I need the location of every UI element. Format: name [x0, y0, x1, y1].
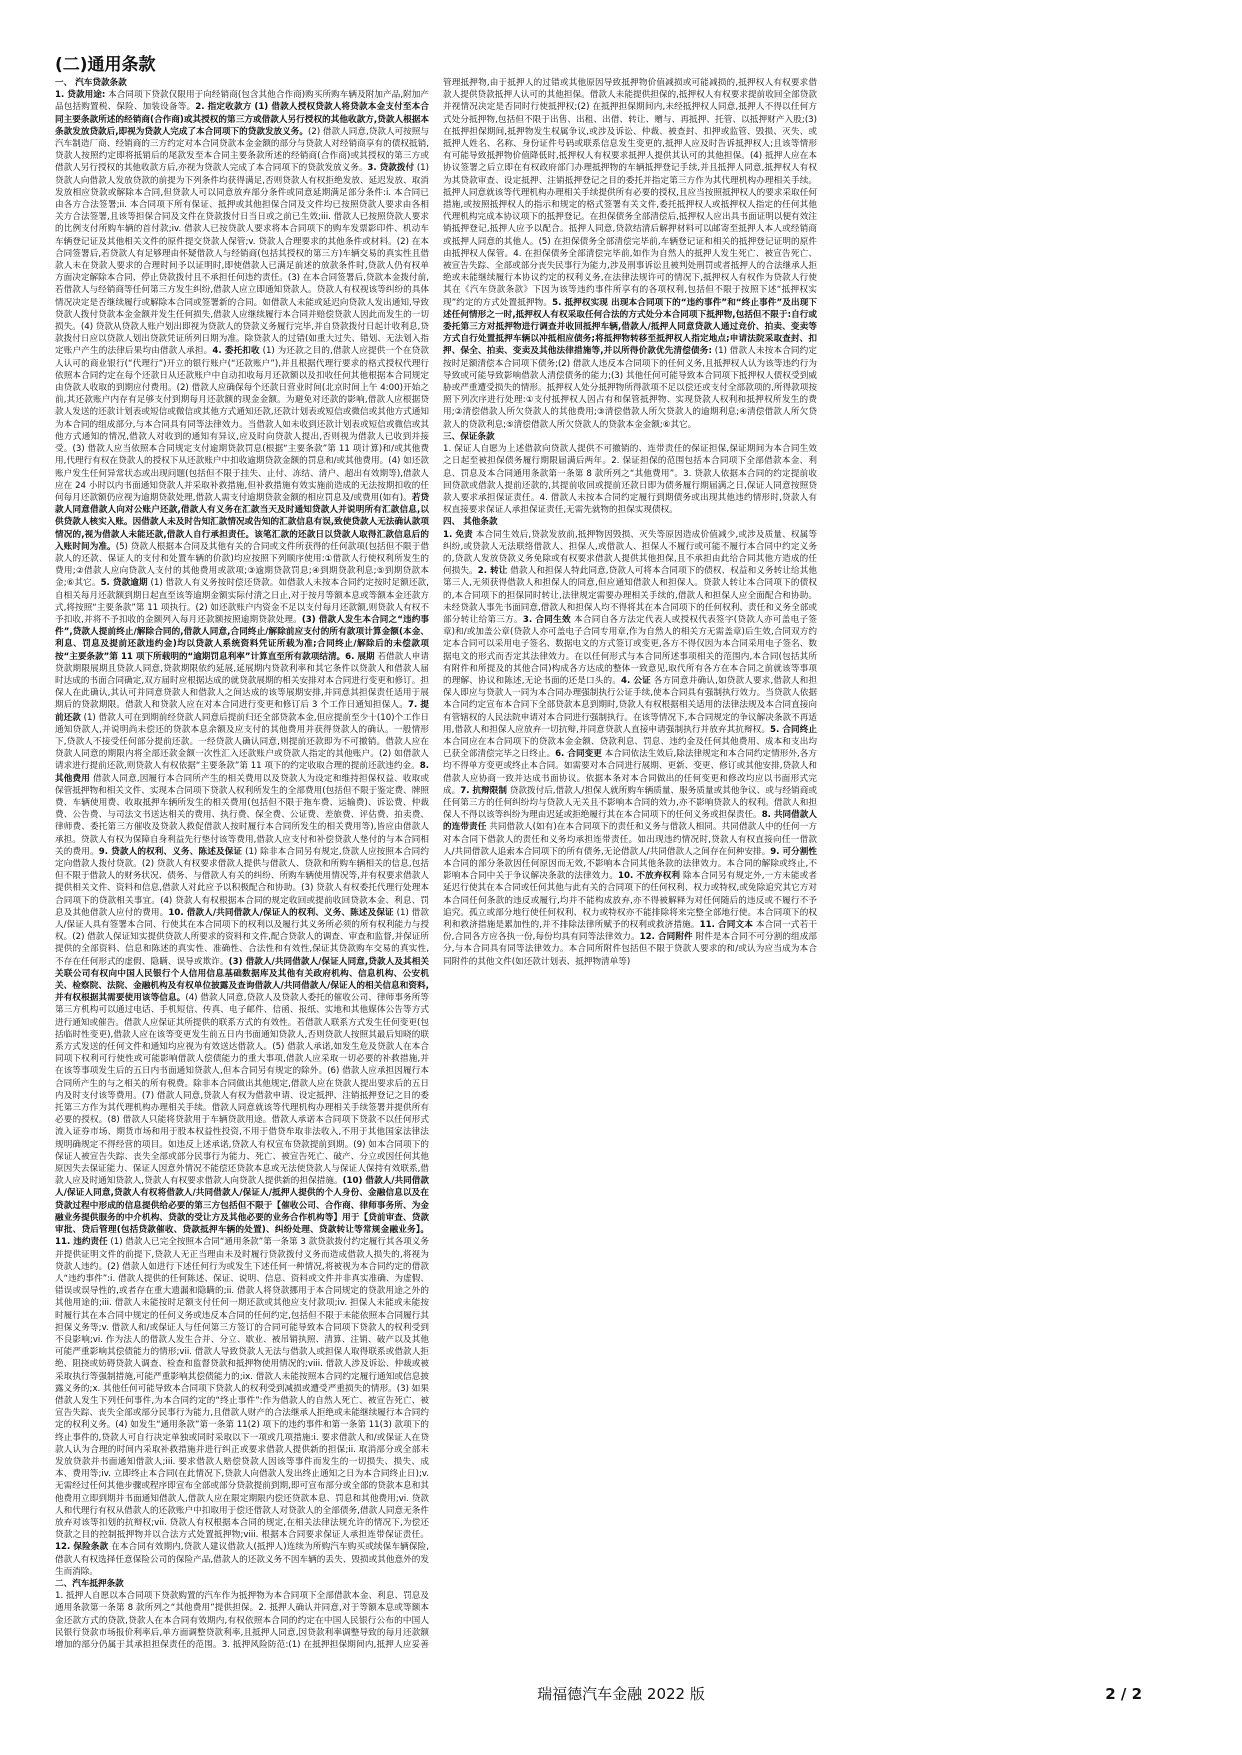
section-heading: 一、 汽车贷款条款: [55, 78, 127, 88]
clause-text: 本合同自各方法定代表人或授权代表签字(贷款人亦可盖电子签章)和/或加盖公章(贷款人亦可盖电子合同专用章,作为自然人的相关方无需盖章)后生效,合同双方约定本合同可以采用电子签名、数据电文的方式签订或变更,各方不得仅因为本合同采用电子签名、数据电文的形式而否定其法律效力。在以任何形式与本合同所述事项相关的范围内,本合同(包括其所有附件和所提及的其他合同)构成各方达成的整体一致意见,取代所有各方在本合同之前就该等事项的理解、协议和陈述,无论书面的还是口头的。: [443, 614, 817, 686]
clause-text: 本合同一式若干份,合同各方应各执一份,每份均具有同等法律效力。: [443, 920, 817, 943]
clause-bold-text: 1. 贷款用途:: [55, 90, 106, 101]
clause-text: 贷款拨付后,借款人/担保人就所购车辆质量、服务质量或其他争议、或与经销商或任何第三方的任何纠纷均与贷款人无关且不影响本合同的效力,亦不影响贷款人的权利。借款人和担保人不得以该等纠纷为理由迟延或拒绝履行其在本合同项下的任何义务或担保责任。: [443, 785, 817, 821]
section-heading: 三、保证条款: [443, 431, 495, 442]
clause-bold-text: 4. 委托扣收: [212, 346, 260, 357]
clause-bold-text: 1. 免责: [443, 529, 473, 540]
clause-text: 各方同意并确认,如贷款人要求,借款人和担保人即应与贷款人一同为本合同办理强制执行公证手续,使本合同具有强制执行效力。当贷款人依据本合同约定宣布本合同下全部贷款本息到期时,贷款人有权根据相关适用的法律法规及本合同直接向有管辖权的人民法院申请对本合同进行强制执行。在该等情况下,本合同规定的争议解决条款不再适用,借款人和担保人应放弃一切抗辩,并同意贷款人直接申请强制执行并放弃其抗辩权。: [443, 675, 817, 735]
footer-company: 瑞福德汽车金融 2022 版: [537, 1685, 705, 1703]
clause-bold-text: 2. 转让: [477, 566, 508, 577]
clause-bold-text: 3. 合同生效: [522, 614, 571, 625]
clause-text: (1) 为还款之目的,借款人应提供一个在贷款人认可的商业银行(“代理行”)开立的银行账户(“还款账户”),并且根据代理行要求的格式授权代理行依照本合同约定在每个还款日从还款账户中自动扣收每月还款额以及扣收任何其他根据本合同规定由贷款人收取的到期应付费用。(2) 借款人应确保每个还款日营业时间(北京时间上午 4:00)开始之前,其还款账户内存有足够支付到期每月还款额的现金金额。为避免对还款的影响,借款人应根据贷款人发送的还款计划表或短信或微信或其他方式通知还款,还款计划表或短信或微信或其他方式通知为本合同的组成部分,与本合同具有同等法律效力。当借款人如未收到还款计划表或短信或微信或其他方式通知的情况,借款人对收到的通知有异议,应及时向贷款人提出,否则视为借款人已收到并接受。(3) 借款人应当依照本合同规定支付逾期贷款罚息(根据“主要条款”第 11 项计算)和/或其他费用,代理行有权在贷款人的授权下从还款账户中扣收逾期贷款金额的罚息和/或其他费用。(4) 如还款账户发生任何异常状态或出现问题(包括但不限于挂失、止付、冻结、清户、超出有效期等),借款人应在 24 小时以内书面通知贷款人并采取补救措施,但补救措施有效实施前造成的无法按期扣收的任何每月还款额仍应视为逾期贷款处理,借款人需支付逾期贷款金额的相应罚息及/或费用(如有)。: [55, 346, 429, 503]
clause-text: (1) 借款人可在到期前经贷款人同意后提前归还全部贷款本金,但应提前至少十(10)个工作日通知贷款人,并说明尚未偿还的贷款本息余额及应支付的其他费用并获得贷款人的确认。一般情形下,贷款人不接受任何部分提前还款。一经贷款人确认同意,则提前还款即为不可撤销。借款人应在贷款人同意的期限内将全部还款金额一次性汇入还款账户或贷款人指定的其他账户。(2) 如借款人请求进行提前还款,则贷款人有权依据“主要条款”第 11 项下的约定收取合理的提前还款违约金。: [55, 712, 429, 772]
clause-bold-text: 9. 贷款人的权利、义务、陈述及保证: [98, 846, 243, 857]
clause-bold-text: 5. 贷款逾期: [100, 578, 148, 589]
clause-bold-text: 12. 合同附件: [639, 932, 693, 943]
clause-text: (2) 借款人同意,贷款人可按照与汽车制造厂商、经销商的三方约定对本合同贷款本金金额的部分与贷款人对经销商享有的债权抵销,贷款人按照约定即将抵销后的尾款发至本合同主要条款所述的经销商(合作商)或其授权的第三方或借款人另行授权的其他收款方后,亦视为贷款人完成了本合同项下的贷款发放义务。: [55, 126, 429, 174]
clause-bold-text: 6. 合同变更: [555, 749, 602, 760]
clause-bold-text: (3) 借款人发生本合同之“违约事件”,贷款人提前终止/解除合同的,借款人同意,合同终止/解除前应支付的所有款项计算金额(本金、利息、罚息及提前还款违约金)均以贷款人系统资料凭证所载为准;合同终止/解除后的未偿款项按“主要条款”第 11 项下所载明的“逾期罚息利率”计算直至所有款项结清。: [55, 614, 430, 662]
clause-bold-text: (10) 借款人/共同借款人/保证人同意,贷款人有权将借款人/共同借款人/保证人/抵押人提供的个人身份、金融信息以及在贷款过程中形成的信息提供给必要的第三方包括但不限于【催收公司、合作商、律师事务所、为金融业务提供服务的中介机构、贷款的受让方及其他必要的业务合作机构等】用于【贷前审查、贷款审批、贷后管理(包括贷款催收、贷款抵押车辆的处置)、纠纷处理、贷款转让等常规金融业务】。: [55, 1176, 429, 1236]
clause-text: 本合同项下贷款仅限用于向经销商(包含其他合作商)购买所购车辆及附加产品,附加产品包括购置税、保险、加装设备等。: [55, 90, 429, 113]
clause-text: (1)贷款人向借款人发放贷款的前提为下列条件均获得满足,否则贷款人有权拒绝发放、延迟发放、取消发放相应贷款或解除本合同,但贷款人可以同意放弃部分条件或同意延期满足部分条件:i. 本合同已由各方合法签署;ii. 本合同项下所有保证、抵押或其他担保合同及文件均已按照贷款人要求由各相关方合法签署,且该等担保合同及文件在贷款拨付日当日或之前已生效;iii. 借款人已按照贷款人要求的比例支付所购车辆的首付款;iv. 借款人已按贷款人要求将本合同项下的购车发票影印件、机动车车辆登记证及其他相关文件的原件提交贷款人保管;v. 贷款人合理要求的其他条件或材料。(2) 在本合同签署后,若贷款人有足够理由怀疑借款人与经销商(包括其授权的第三方)车辆交易的真实性且借款人未在贷款人要求的合理时间予以证明时,即使借款人已满足前述的放款条件时,贷款人仍有权单方面决定解除本合同、停止贷款拨付且不承担任何违约责任。(3) 在本合同签署后,贷款本金拨付前,若借款人与经销商等任何第三方发生纠纷,借款人应立即通知贷款人。贷款人有权视该等纠纷的具体情况决定是否继续履行或解除本合同或签署新的合同。如借款人未能或延迟向贷款人发出通知,导致贷款人拨付贷款本金金额并发生任何损失,借款人应继续履行本合同并赔偿贷款人因此而发生的一切损失。(4) 贷款从贷款人账户划出即视为贷款人的贷款义务履行完毕,并自贷款拨付日起计收利息,贷款拨付日应以贷款人划出贷款凭证所列日期为准。除贷款人的过错(如重大过失、错划、无法划入指定账户产生的法律后果均由借款人承担。: [55, 163, 429, 357]
clause-bold-text: 若贷款人同意借款人向对公账户还款,借款人有义务在汇款当天及时通知贷款人并说明所有汇款信息,以供贷款人核实入账。因借款人未及时告知汇款情况或告知的汇款信息有误,致使贷款人无法确认款项情况的,视为借款人未能还款,借款人自行承担责任。该笔汇款的还款日以贷款人取得汇款信息后的入账时间为准。: [55, 492, 429, 552]
clause-paragraph: [55, 89, 429, 1578]
clause-text: 1. 保证人自愿为上述借款向贷款人提供不可撤销的、连带责任的保证担保,保证期间为本合同生效之日起至被担保债务履行期限届满后两年。2. 保证担保的范围包括本合同项下全部借款本金、利息、罚息及本合同通用条款第一条第 8 款所列之“其他费用”。3. 贷款人依据本合同的约定提前收回贷款或借款人提前还款的,其提前收回或提前还款日即为债务履行期届满之日,保证人同意按照贷款人要求承担保证责任。4. 借款人未按本合同约定履行到期债务或出现其他违约情形时,贷款人有权直接要求保证人承担保证责任,无需先就物的担保实现债权。: [443, 444, 817, 516]
clause-bold-text: 5. 抵押权实现 出现本合同项下的“违约事件”和“终止事件”及出现下述任何情形之一时,抵押权人有权采取任何合法的方式处分本合同项下抵押物,包括但不限于:自行或委托第三方对抵押物进行调查并收回抵押车辆,借款人/抵押人同意贷款人通过竞价、拍卖、变卖等方式自行处置抵押车辆以冲抵相应债务;将抵押物转移至抵押权人指定地点;申请法院采取查封、扣押、保全、拍卖、变卖及其他法律措施等,并以所得价款优先清偿债务:: [443, 297, 818, 357]
clause-bold-text: 11. 违约责任: [55, 1237, 108, 1248]
clause-text: 若借款人申请贷款期限展期且贷款人同意,贷款期限依约延展,延展期内贷款利率和其它条件以贷款人和借款人届时达成的书面合同确定,双方届时应根据达成的就贷款展期的相关安排对本合同进行变更和修订。担保人在此确认,其认可并同意贷款人和借款人之间达成的该等展期安排,并同意其担保责任适用于展期后的贷款期限。借款人和贷款人应在对本合同进行变更和修订后 3 个工作日通知担保人。: [55, 651, 429, 711]
clause-text: 借款人同意,因履行本合同所产生的相关费用以及贷款人为设定和维持担保权益、收取或保管抵押物和相关文件、实现本合同项下贷款人权利所发生的全部费用(包括但不限于鉴定费、牌照费、车辆使用费、收取抵押车辆所发生的相关费用(包括但不限于拖车费、运输费)、诉讼费、仲裁费、公告费、与司法文书送达相关的费用、执行费、保全费、公证费、差旅费、评估费、拍卖费、律师费、委托第三方催收及贷款人救促借款人按时履行本合同所发生的相关费用等),皆应由借款人承担。贷款人有权为保障自身利益先行垫付该等费用,借款人应支付和补偿贷款人垫付的与本合同相关的费用。: [55, 773, 429, 857]
clause-text: 本合同依法生效后,除法律规定和本合同约定情形外,各方均不得单方变更或终止本合同。如需要对本合同进行展期、更新、变更、修订或其他安排,贷款人和借款人应协商一致并达成书面协议。依据本条对本合同做出的任何变更和修改均应以书面形式完成。: [443, 749, 817, 796]
footer-page-number: 2 / 2: [1105, 1685, 1142, 1703]
clause-text: (4) 借款人同意,贷款人及贷款人委托的催收公司、律师事务所等第三方机构可以通过电话、手机短信、传真、电子邮件、信函、报纸、实地和其他媒体公告等方式进行通知或催告。借款人应保证其所提供的联系方式的有效性。若借款人联系方式发生任何变更(包括临时性变更),借款人应在该等变更发生前五日内书面通知贷款人,否则贷款人按照其最后知晓的联系方式发送的任何文件和通知均应视为有效送达借款人。(5) 借款人承诺,如发生危及贷款人在本合同项下权利可行使性或可能影响借款人偿债能力的重大事项,借款人应采取一切必要的补救措施,并在该等事项发生后的五日内书面通知贷款人,但本合同另有规定的除外。(6) 借款人应承担因履行本合同所产生的与之相关的所有税费。除非本合同做出其他规定,借款人应在贷款人提出要求后的五日内及时支付该等费用。(7) 借款人同意,贷款人有权为借款申请、设定抵押、注销抵押登记之目的委托第三方作为其代理机构办理相关手续。借款人同意就该等代理机构办理相关手续签署并提供所有必要的授权。(8) 借款人只能将贷款用于车辆贷款用途。借款人承诺本合同项下贷款不以任何形式流入证券市场、期货市场和用于股本权益性投资,不用于借贷牟取非法收入,不用于其他国家法律法规明确规定不得经营的项目。如违反上述承诺,贷款人有权宣布贷款提前到期。(9) 如本合同项下的保证人被宣告失踪、丧失全部或部分民事行为能力、死亡、被宣告死亡、破产、分立或因任何其他原因失去保证能力、保证人因意外情况不能偿还贷款本息或无法使贷款人与保证人保持有效联系,借款人应及时通知贷款人,贷款人有权要求借款人向贷款人提供新的担保措施。: [55, 993, 429, 1187]
clause-bold-text: 5. 合同终止: [770, 724, 817, 735]
document-page: [55, 55, 1205, 1665]
clause-text: 本合同应在本合同项下的贷款本金金额、贷款利息、罚息、违约金及任何其他费用、成本和支出均已获全部清偿完毕之日终止。: [443, 736, 817, 760]
clause-bold-text: 9. 可分割性: [770, 846, 817, 857]
clause-bold-text: 11. 合同文本: [699, 920, 754, 931]
clause-bold-text: (1) 借款人授权贷款人将贷款本金支付至本合同主要条款所述的经销商(合作商)或其授权的第三方或借款人另行授权的其他收款方,贷款人根据本条款发放贷款后,即视为贷款人完成了本合同项下的贷款发放义务。: [55, 102, 429, 137]
document-title: (二)通用条款: [55, 55, 156, 75]
clause-bold-text: 7. 抗辩限制: [460, 785, 507, 796]
clause-text: (1) 除非本合同另有规定,贷款人应按照本合同约定向借款人拨付贷款。(2) 贷款人有权要求借款人提供与借款人、贷款和所购车辆相关的信息,包括但不限于借款人的财务状况、债务、与借款人有关的纠纷、所购车辆使用情况等,并有权要求借款人提供相关文件、资料和信息,借款人对此应予以积极配合和协助。(3) 贷款人有权委托代理行处理本合同项下的贷款相关事宜。(4) 贷款人有权根据本合同的规定收回或提前收回贷款本金、利息、罚息及其他借款人应付的费用。: [55, 846, 429, 918]
terms-body: [55, 77, 1205, 1662]
clause-bold-text: 6. 展期: [345, 651, 375, 662]
clause-text: 借款人和担保人特此同意,贷款人可将本合同项下的债权、权益和义务转让给其他第三人,无须获得借款人和担保人的同意,但应通知借款人和担保人。贷款人转让本合同项下的债权的,本合同项下的担保同时转让,法律规定需要办理相关手续的,借款人和担保人应全面配合和协助。未经贷款人事先书面同意,借款人和担保人均不得将其在本合同项下的任何权利、责任和义务全部或部分转让给第三方。: [443, 566, 817, 625]
clause-bold-text: 10. 借款人/共同借款人/保证人的权利、义务、陈述及保证: [168, 907, 394, 918]
section-heading: 四、 其他条款: [443, 517, 498, 528]
clause-text: (1) 借款人未按本合同约定按时足额清偿本合同项下债务;(2) 借款人违反本合同项下的任何义务,且抵押权人认为该等违约行为导致或可能导致影响借款人清偿债务的能力;(3) 其他任何可能导致本合同项下抵押权人债权受到威胁或严重遭受损失的情形。抵押权人处分抵押物所得款项不足以偿还或支付全部款项的,所得款项按照下列次序进行处理:①支付抵押权人因占有和保管抵押物、实现贷款人权利和抵押权所发生的费用;②清偿借款人所欠贷款人的其他费用;③清偿借款人所欠贷款人的逾期利息;④清偿借款人所欠贷款人的贷款利息;⑤清偿借款人所欠贷款人的贷款本金金额;⑥其它。: [443, 346, 817, 430]
clause-text: (5) 贷款人根据本合同及其他有关的合同或文件所获得的任何款项(包括但不限于借款人的还款、保证人的支付和处置车辆的价款)均应按照下列顺序使用:①借款人行使权利所发生的费用;②借款人应向贷款人支付的其他费用或款项;③逾期贷款罚息;④到期贷款利息;⑤到期贷款本金;⑥其它。: [55, 541, 429, 589]
clause-bold-text: (3) 借款人/共同借款人/保证人同意,贷款人及其相关关联公司有权向中国人民银行个人信用信息基础数据库及其他有关政府机构、信息机构、公安机关、检察院、法院、金融机构及有权单位披露及查询借款人/共同借款人/保证人的相关信息和资料,并有权根据其需要使用该等信息。: [55, 956, 429, 1004]
clause-text: (1) 借款人/保证人具有签署本合同、行使其在本合同项下的权利以及履行其义务所必须的所有权利能力与授权。(2) 借款人保证知实提供贷款人所要求的资料和文件,配合贷款人的调查、审查和监督,并保证所提供的全部资料、信息和陈述的真实性、准确性、合法性和有效性,保证其贷款购车交易的真实性,不存在任何形式的虚假、隐瞒、误导或欺诈。: [55, 907, 429, 967]
clause-text: (1) 借款人有义务按时偿还贷款。如借款人未按本合同约定按时足额还款,自相关每月还款额到期日起直至该等逾期金额实际付清之日止,对于按月等额本息或等额本金还款方式,将按照“主要条款”第 11 项执行。(2) 如还款账户内资金不足以支付每月还款额,则贷款人有权不予扣收,并将不予扣收的金额列入每月还款额按照逾期贷款处理。: [55, 578, 429, 625]
clause-bold-text: 12. 保险条款: [55, 1542, 109, 1553]
clause-text: 1. 抵押人自愿以本合同项下贷款购置的汽车作为抵押物为本合同项下全部借款本金、利息、罚息及通用条款第一条第 8 款所列之“其他费用”提供担保。2. 抵押人确认并同意,对于等额本息或等额本金还款方式的贷款,贷款人在本合同有效期内,有权依照本合同的约定在中国人民银行公布的中国人民银行贷款市场报价利率后,单方面调整贷款利率,且抵押人同意,因贷款利率调整导致的每月还款额增加的部分仍属于其承担担保责任的范围。3. 抵押风险防范:(1) 在抵押担保期间内,抵押人应妥善管理抵押物,由于抵押人的过错或其他原因导致抵押物价值减损或可能减损的,抵押权人有权要求借款人提供贷款抵押人认可的其他担保。借款人未能提供担保的,抵押权人有权要求提前收回全部贷款并视情况决定是否同时行使抵押权;(2) 在抵押担保期间内,未经抵押权人同意,抵押人不得以任何方式处分抵押物,包括但不限于出售、出租、出借、转让、赠与、再抵押、托管、以抵押财产入股;(3) 在抵押担保期间,抵押物发生权属争议,或涉及诉讼、仲裁、被查封、扣押或监管、毁损、灭失、或抵押人姓名、名称、身份证件号码或联系信息发生变更的,抵押人应及时告诉抵押权人;且该等情形有可能导致抵押物价值降低时,抵押权人有权要求抵押人提供其认可的其他担保。(4) 抵押人应在本协议签署之后立即在有权政府部门办理抵押物的车辆抵押登记手续,并且抵押人同意,抵押权人有权为其贷款审查、设定抵押、注销抵押登记之目的委托并指定第三方作为其代理机构办理相关手续。抵押人同意就该等代理机构办理相关手续提供所有必要的授权,且应当按照抵押权人的要求采取任何措施,或按照抵押权人的指示和规定的格式签署有关文件,委托抵押权人或抵押权人指定的任何其他代理机构完成本协议项下的抵押登记。在担保债务全部清偿后,抵押权人应出具书面证明以便有效注销抵押登记,抵押人应予以配合。抵押人同意,贷款结清后解押材料可以邮寄至抵押人本人或经销商或抵押人同意的其他人。(5) 在担保债务全部清偿完毕前,车辆登记证和相关的抵押登记证明的原件由抵押权人保管。4. 在担保债务全部清偿完毕前,如作为自然人的抵押人发生死亡、被宣告死亡、被宣告失踪、全部或部分丧失民事行为能力,涉及刑事诉讼且被判处刑罚或者抵押人的合法继承人拒绝或未能继续履行本协议约定的权利义务,在法律法规许可的情况下,抵押权人有权作为贷款人行使其在《汽车贷款条款》下因为该等违约事件所享有的各项权利,包括但不限于按照下述“抵押权实现”约定的方式处置抵押物。: [55, 78, 817, 1650]
page-footer: [0, 1682, 1242, 1706]
clause-bold-text: 8. 其他费用: [55, 761, 429, 784]
clause-bold-text: 2. 指定收款方: [195, 102, 252, 113]
clause-text: 除本合同另有规定外,一方未能或者延迟行使其在本合同或任何其他与此有关的合同项下的任何权利、权力或特权,或免除追究其它方对本合同任何条款的违反或履行,均并不能构成放弃,亦不得被解释为对任何随后的违反或不履行不予追究。孤立或部分地行使任何权利、权力或特权亦不能排除将来完整全部地行使。本合同项下的权利和救济措施是累加性的,并不排除法律所赋予的权利或救济措施。: [443, 871, 817, 931]
clause-text: 在本合同有效期内,贷款人建议借款人(抵押人)连续为所购汽车购买或续保车辆保险,借款人有权选择任意保险公司的保险产品,借款人的还款义务不因车辆的丢失、毁损或其他意外的发生而消除。: [55, 1542, 430, 1577]
clause-paragraph: [443, 443, 817, 516]
clause-paragraph: [443, 529, 817, 968]
clause-bold-text: 10. 不放弃权利: [618, 871, 681, 882]
clause-bold-text: 7. 提前还款: [55, 700, 429, 723]
clause-text: 本合同生效后,贷款发放前,抵押物因毁损、灭失等原因造成价值减少,或涉及质量、权属等纠纷,或贷款人无法联络借款人、担保人,或借款人、担保人不履行或可能不履行本合同中约定义务的,贷款人发放贷款义务免除或有权要求借款人提供其他担保,且不承担由此给合同其他方造成的任何损失。: [443, 529, 817, 577]
clause-text: (1) 借款人已完全按照本合同“通用条款”第一条第 3 款贷款拨付约定履行其各项义务并提供证明文件的前提下,贷款人无正当理由未及时履行贷款拨付义务而造成借款人损失的,将视为贷款人违约。(2) 借款人如进行下述任何行为或发生下述任何一种情况,将被视为本合同约定的借款人“违约事件”:i. 借款人提供的任何陈述、保证、说明、信息、资料或文件并非真实准确、为虚假、错误或误导性的,或者存在重大遗漏和隐瞒的;ii. 借款人将贷款挪用于本合同规定的贷款用途之外的其他用途的;iii. 借款人未能按时足额支付任何一期还款或其他应支付款项;iv. 担保人未能或未能按时履行其在本合同中规定的任何义务或违反本合同的任何约定,包括但不限于未能依照本合同履行其担保义务等;v. 借款人和/或保证人与任何第三方签订的合同可能导致本合同项下贷款人的权利受到不良影响;vi. 作为法人的借款人发生合并、分立、歇业、被吊销执照、清算、注销、破产以及其他可能严重影响其偿债能力的情形;vii. 借款人导致贷款人无法与借款人或担保人取得联系或借款人拒绝、阻挠或妨碍贷款人调查、检查和监督贷款和抵押物使用情况的;viii. 借款人涉及诉讼、仲裁或被采取执行等强制措施,可能严重影响其偿债能力的;ix. 借款人未能按照本合同约定履行通知或信息披露义务的;x. 其他任何可能导致本合同项下贷款人的权利受到减损或遭受严重损失的情形。(3) 如果借款人发生下列任何事件,为本合同约定的“终止事件”:作为借款人的自然人死亡、被宣告死亡、被宣告失踪、丧失全部或部分民事行为能力,且借款人财产的合法继承人拒绝或未能继续履行本合同约定的权利义务。(4) 如发生“通用条款”第一条第 11(2) 项下的违约事件和第一条第 11(3) 款项下的终止事件的,贷款人可自行决定单独或同时采取以下一项或几项措施:i. 要求借款人和/或保证人在贷款人认为合理的时间内采取补救措施并进行纠正或要求借款人提供新的担保;ii. 取消部分或全部未发放贷款并书面通知借款人;iii. 要求借款人赔偿贷款人因该等事件而发生的一切损失、损失、成本、费用等;iv. 立即终止本合同(在此情况下,贷款人向借款人发出终止通知之日为本合同终止日);v. 无需经过任何其他步骤或程序即宣布全部或部分贷款提前到期,即可宣布部分或全部的贷款本息和其他费用立即到期并书面通知借款人,借款人应在限定期限内偿还贷款本息、罚息和其他费用;vi. 贷款人和代理行有权从借款人的还款账户中扣取用于偿还借款人对贷款人的全部债务,借款人同意无条件放弃对该等扣划的抗辩权;vii. 贷款人有权根据本合同的规定,在相关法律法规允许的情况下,为偿还贷款之目的控制抵押物并以合法方式处置抵押物;viii. 根据本合同要求保证人承担连带保证责任。: [55, 1237, 429, 1541]
section-heading: 二、汽车抵押条款: [55, 1578, 124, 1589]
clause-text: 本合同的部分条款因任何原因而无效,不影响本合同其他条款的法律效力。本合同的解除或终止,不影响本合同中关于争议解决条款的法律效力。: [443, 859, 817, 882]
clause-bold-text: 3. 贷款拨付: [367, 163, 415, 174]
clause-bold-text: 8. 共同借款人的连带责任: [443, 810, 817, 833]
clause-text: 共同借款人(如有)在本合同项下的责任和义务与借款人相同。共同借款人中的任何一方对本合同下借款人的责任和义务均承担连带责任。如出现违约情况时,贷款人有权直接向任一借款人/共同借款人追索本合同项下的所有债务,无论借款人/共同借款人之间存在何种安排。: [443, 822, 817, 857]
clause-bold-text: 4. 公证: [620, 675, 651, 686]
clause-text: 附件是本合同不可分割的组成部分,与本合同具有同等法律效力。本合同所附件包括但不限于贷款人要求的和/或认为应当成为本合同附件的其他文件(如还款计划表、抵押物清单等): [443, 932, 818, 967]
